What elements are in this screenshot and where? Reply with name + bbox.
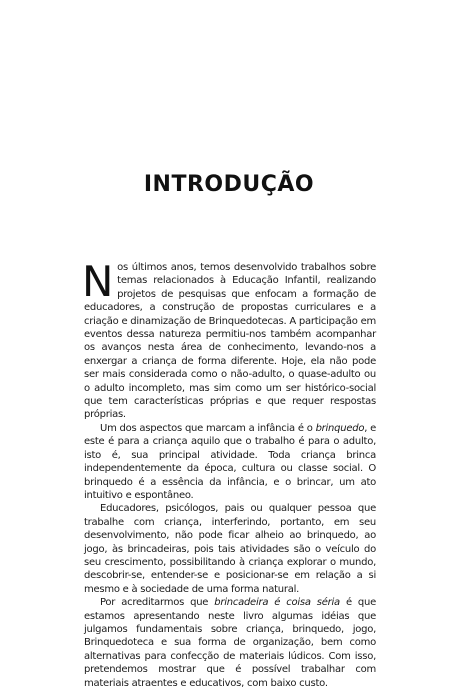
paragraph-1 — [82, 257, 376, 422]
drop-cap: N — [82, 257, 114, 306]
paragraph-2-emphasis: brinquedo — [315, 422, 365, 434]
paragraph-2-text-a: Um dos aspectos que marcam a infância é o — [100, 422, 316, 434]
page-title: INTRODUÇÃO — [143, 172, 315, 197]
paragraph-1-text: os últimos anos, temos desenvolvido trabalhos sobre temas relacionados à Educação Infantil, realizando projetos de pesquisas que enfocam a formação de educadores, a construção de propostas curriculares e a criação e dinamização de Brinquedotecas. A participação em eventos dessa natureza permitiu-nos também acompanhar os avanços nesta área de conhecimento, levando-nos a enxergar a criança de forma diferente. Hoje, ela não pode ser mais considerada como o não-adulto, o quase-adulto ou o adulto incompleto, mas sim como um ser histórico-social que tem características próprias e que requer respostas próprias. — [84, 262, 376, 421]
paragraph-3 — [84, 502, 376, 596]
paragraph-4-emphasis: brincadeira é coisa séria — [214, 597, 340, 609]
paragraph-2-text-b: , e este é para a criança aquilo que o trabalho é para o adulto, isto é, sua principal atividade. Toda criança brinca independentemente da época, cultura ou classe social. O brinquedo é a essência da infância, e o brincar, um ato intuitivo e espontâneo. — [84, 422, 376, 501]
paragraph-3-text: Educadores, psicólogos, pais ou qualquer pessoa que trabalhe com criança, interferindo, portanto, em seu desenvolvimento, não pode ficar alheio ao brinquedo, ao jogo, às brincadeiras, pois tais atividades são o veículo do seu crescimento, possibilitando à criança explorar o mundo, descobrir-se, entender-se e posicionar-se em relação a si mesmo e à sociedade de uma forma natural. — [84, 503, 376, 595]
paragraph-2 — [84, 422, 376, 502]
paragraph-4-text-a: Por acreditarmos que — [100, 597, 215, 609]
body-text — [82, 257, 376, 690]
paragraph-4 — [84, 596, 376, 690]
paragraph-4-text-b: é que estamos apresentando neste livro algumas idéias que julgamos fundamentais sobre criança, brinquedo, jogo, Brinquedoteca e sua forma de organização, bem como alternativas para confecção de materiais lúdicos. Com isso, pretendemos mostrar que é possível trabalhar com materiais atraentes e educativos, com baixo custo. — [84, 597, 376, 689]
